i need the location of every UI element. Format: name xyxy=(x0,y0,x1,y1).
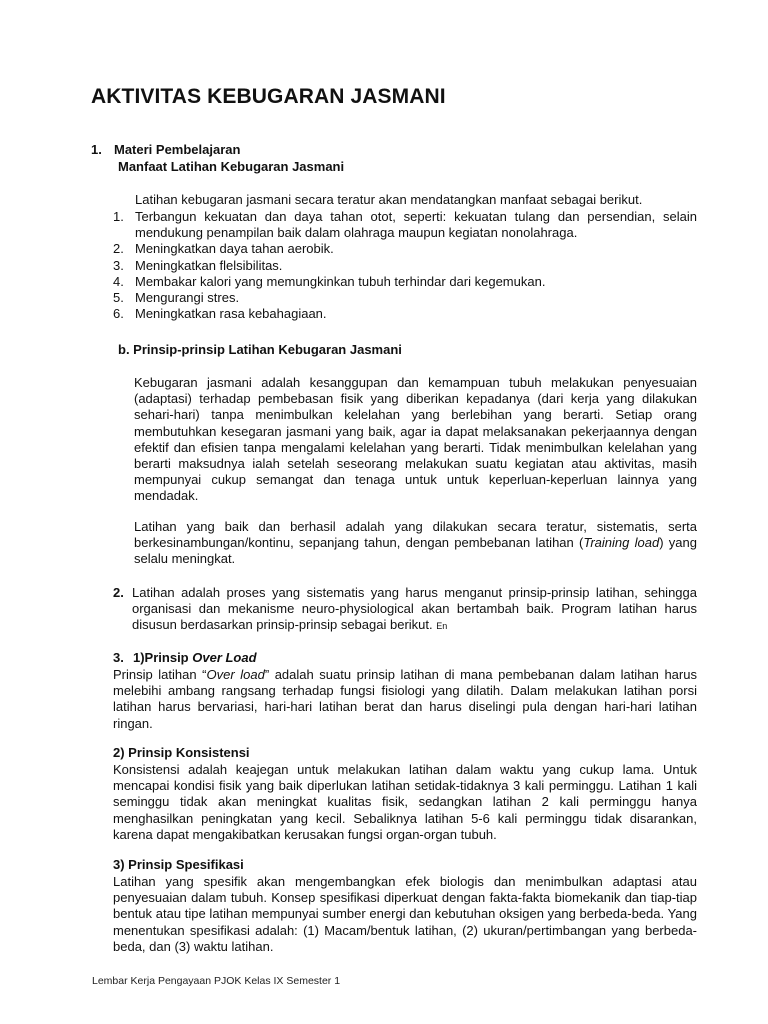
list-item: 2. Meningkatkan daya tahan aerobik. xyxy=(113,241,334,257)
section-1-subheading: Manfaat Latihan Kebugaran Jasmani xyxy=(118,159,345,174)
section-b-paragraph-2: Latihan yang baik dan berhasil adalah yang dilakukan secara teratur, sistematis, serta berkesinambungan/kontinu, sepanjang tahun, dengan pembebanan latihan (Training load) yang selalu meningkat. xyxy=(134,519,697,567)
list-item: 5. Mengurangi stres. xyxy=(113,290,240,306)
benefit-list xyxy=(113,209,697,322)
list-item: 6. Meningkatkan rasa kebahagiaan. xyxy=(113,306,327,322)
list-item: 4. Membakar kalori yang memungkinkan tubuh terhindar dari kegemukan. xyxy=(113,273,546,289)
section-specification-paragraph: Latihan yang spesifik akan mengembangkan efek biologis dan menimbulkan adaptasi atau penyesuaian dalam tubuh. Konsep spesifikasi diperkuat dengan fakta-fakta biomekanik dan tiap-tiap bentuk atau tipe latihan mempunyai sumber energi dan kebutuhan oksigen yang berbeda-beda. Yang menentukan spesifikasi adalah: (1) Macam/bentuk latihan, (2) ukuran/pertimbangan yang berbeda-beda, dan (3) waktu latihan. xyxy=(113,874,697,954)
section-2-paragraph: Latihan adalah proses yang sistematis yang harus menganut prinsip-prinsip latihan, sehingga organisasi dan mekanisme neuro-physiological akan bertambah baik. Program latihan harus disusun berdasarkan prinsip-prinsip sebagai berikut. En xyxy=(132,585,697,633)
section-b-paragraph-1: Kebugaran jasmani adalah kesanggupan dan kemampuan tubuh melakukan penyesuaian (adaptasi) terhadap pembebasan fisik yang diberikan kepadanya (dari kerja yang dilakukan sehari-hari) tanpa menimbulkan kelelahan yang berlebihan yang berarti. Setiap orang membutuhkan kesegaran jasmani yang baik, agar ia dapat melaksanakan pekerjaannya dengan efektif dan efisien tanpa mengalami kelelahan yang berarti. Tidak menimbulkan kelelahan yang berarti maksudnya ialah setelah seseorang melakukan suatu kegiatan atau aktivitas, masih mempunyai cukup semangat dan tenaga untuk untuk keperluan-keperluan lainnya yang mendadak. xyxy=(134,375,697,504)
list-item: 1. Terbangun kekuatan dan daya tahan otot, seperti: kekuatan tulang dan persendian, selain mendukung penampilan baik dalam olahraga maupun kegiatan nonolahraga. xyxy=(113,209,697,241)
section-specification-heading: 3) Prinsip Spesifikasi xyxy=(113,857,244,872)
section-3-paragraph: Prinsip latihan “Over load” adalah suatu prinsip latihan di mana pembebanan dalam latihan harus melebihi ambang rangsang terhadap fungsi fisiologi yang dilatih. Dalam melakukan latihan porsi latihan harus bervariasi, hari-hari latihan berat dan harus diselingi pula dengan hari-hari latihan ringan. xyxy=(113,667,697,731)
page-footer: Lembar Kerja Pengayaan PJOK Kelas IX Semester 1 xyxy=(92,975,341,987)
section-consistency-heading: 2) Prinsip Konsistensi xyxy=(113,745,250,760)
section-b-heading: b. Prinsip-prinsip Latihan Kebugaran Jasmani xyxy=(118,342,402,357)
document-title: AKTIVITAS KEBUGARAN JASMANI xyxy=(91,85,446,108)
section-consistency-paragraph: Konsistensi adalah keajegan untuk melakukan latihan dalam waktu yang cukup lama. Untuk mencapai kondisi fisik yang baik diperlukan latihan setidak-tidaknya 3 kali perminggu. Latihan 1 kali seminggu tidak akan meningkat kualitas fisik, sedangkan latihan 2 kali perminggu hanya menghasilkan peningkatan yang kecil. Sebaliknya latihan 5-6 kali perminggu tidak disarankan, karena dapat mengakibatkan kerusakan fungsi organ-organ tubuh. xyxy=(113,762,697,842)
section-2-number: 2. xyxy=(113,585,124,600)
list-item: 3. Meningkatkan flelsibilitas. xyxy=(113,257,283,273)
section-1-intro: Latihan kebugaran jasmani secara teratur akan mendatangkan manfaat sebagai berikut. xyxy=(135,192,643,207)
section-3-number: 3. xyxy=(113,650,124,665)
section-1-number: 1. xyxy=(91,142,102,157)
section-3-heading: 1)Prinsip Over Load xyxy=(133,650,257,665)
section-1-heading: Materi Pembelajaran xyxy=(114,142,241,157)
